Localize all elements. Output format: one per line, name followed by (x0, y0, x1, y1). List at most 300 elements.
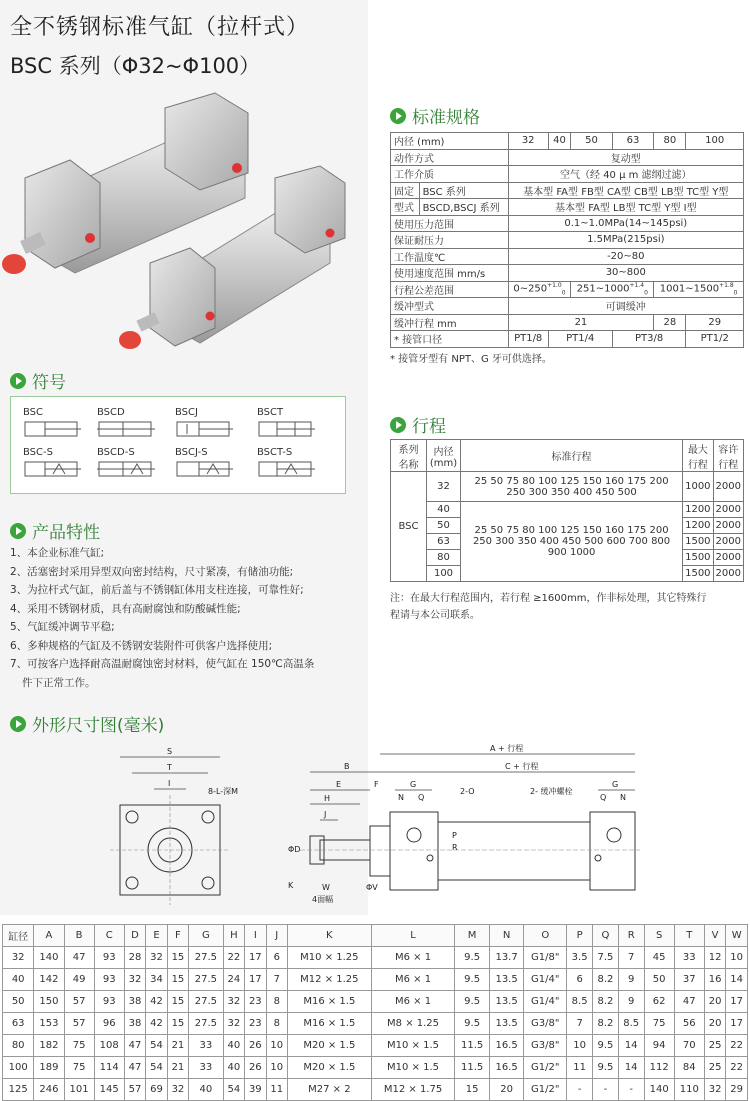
dims-cell: G1/8" (524, 947, 567, 969)
dim-I-label: I (168, 779, 171, 788)
dims-cell: 15 (455, 1079, 489, 1101)
dims-cell: 153 (34, 1013, 64, 1035)
stroke-h-max: 最大 行程 (683, 440, 713, 472)
dims-cell: 93 (94, 991, 124, 1013)
dims-cell: 6 (266, 947, 287, 969)
dims-cell: 40 (189, 1079, 223, 1101)
spec-bore-40: 40 (548, 133, 571, 150)
section-stroke-title: 行程 (412, 417, 446, 437)
dims-cell: M20 × 1.5 (287, 1035, 371, 1057)
spec-port-4: PT1/2 (686, 331, 744, 348)
dims-cell: M6 × 1 (371, 947, 455, 969)
spec-label-pressure: 使用压力范围 (391, 215, 509, 232)
dims-cell: 11.5 (455, 1057, 489, 1079)
dims-cell: 63 (3, 1013, 34, 1035)
dims-cell: 6 (567, 969, 593, 991)
dims-cell: - (618, 1079, 644, 1101)
dims-cell: 32 (704, 1079, 725, 1101)
dims-cell: 93 (94, 947, 124, 969)
dims-cell: 13.5 (489, 969, 523, 991)
dims-cell: 15 (167, 947, 188, 969)
symbol-bsc-s: BSC-S (23, 447, 83, 483)
dims-cell: 57 (64, 991, 94, 1013)
dims-cell: M20 × 1.5 (287, 1057, 371, 1079)
feature-item: 6、多种规格的气缸及不锈钢安装附件可供客户选择使用; (10, 639, 273, 652)
dims-cell: 47 (124, 1057, 145, 1079)
dims-cell: G1/2" (524, 1079, 567, 1101)
dims-cell: 32 (3, 947, 34, 969)
spec-label-cushion: 缓冲型式 (391, 298, 509, 315)
stroke-header-row (391, 440, 744, 472)
spec-label-bore: 内径 (mm) (391, 133, 509, 150)
dim-cushion-label: 2- 缓冲螺栓 (530, 787, 573, 796)
dims-cell: 17 (245, 969, 266, 991)
section-features-heading (10, 518, 100, 543)
dims-cell: 27.5 (189, 1013, 223, 1035)
dim-G-label-left: G (410, 780, 417, 789)
dims-cell: 14 (618, 1035, 644, 1057)
dims-cell: 26 (245, 1035, 266, 1057)
dims-cell: M8 × 1.25 (371, 1013, 455, 1035)
dims-cell: G1/4" (524, 969, 567, 991)
product-photo (0, 88, 368, 356)
dims-cell: 26 (245, 1057, 266, 1079)
dims-cell: 32 (146, 947, 167, 969)
dims-cell: 13.5 (489, 991, 523, 1013)
dims-cell: 75 (64, 1057, 94, 1079)
dims-cell: 17 (726, 1013, 748, 1035)
symbol-bsct: BSCT (257, 407, 317, 443)
section-dimensions-heading (10, 711, 164, 736)
dims-cell: 50 (644, 969, 674, 991)
bullet-icon (10, 716, 26, 732)
dim-K-label: K (288, 881, 294, 890)
dims-cell: 39 (245, 1079, 266, 1101)
dims-cell: - (593, 1079, 619, 1101)
section-dimensions-title: 外形尺寸图(毫米) (32, 716, 165, 736)
dims-cell: 9.5 (593, 1035, 619, 1057)
bullet-icon (10, 523, 26, 539)
symbol-bscj: BSCJ (175, 407, 235, 443)
dim-F-label: F (374, 780, 379, 789)
spec-label-mount1: 固定 (391, 182, 420, 199)
dim-O-label: 2-O (460, 787, 475, 796)
dim-S-label: S (167, 747, 173, 756)
spec-label-speed: 使用速度范围 mm/s (391, 265, 509, 282)
page-subtitle: BSC 系列（Φ32~Φ100） (10, 54, 261, 78)
dims-row (3, 947, 748, 969)
stroke-h-allow: 容许 行程 (713, 440, 743, 472)
dims-cell: 22 (223, 947, 244, 969)
feature-item: 2、活塞密封采用异型双向密封结构，尺寸紧凑，有储油功能; (10, 565, 294, 578)
spec-value-medium: 空气（经 40 μ m 滤纲过滤） (508, 166, 743, 183)
dims-cell: 8.2 (593, 969, 619, 991)
dims-cell: 8.5 (567, 991, 593, 1013)
dims-cell: 14 (618, 1057, 644, 1079)
dims-cell: 150 (34, 991, 64, 1013)
dims-cell: 75 (644, 1013, 674, 1035)
spec-row-speed (391, 265, 744, 282)
dims-cell: 27.5 (189, 991, 223, 1013)
dim-holes-label: 8-L-深M (208, 787, 239, 796)
symbol-bscd-s: BSCD-S (97, 447, 157, 483)
dim-N-label-right: N (620, 793, 626, 802)
dims-cell: 94 (644, 1035, 674, 1057)
spec-value-pressure: 0.1~1.0MPa(14~145psi) (508, 215, 743, 232)
spec-tol-2: $251\sim 1000^{+1.4}_0$ (571, 281, 654, 298)
feature-item: 4、采用不锈钢材质，具有高耐腐蚀和防酸碱性能; (10, 602, 241, 615)
dims-cell: G1/2" (524, 1057, 567, 1079)
dims-cell: 21 (167, 1057, 188, 1079)
dims-cell: 108 (94, 1035, 124, 1057)
spec-bore-100: 100 (686, 133, 744, 150)
dims-cell: 34 (146, 969, 167, 991)
dims-cell: M6 × 1 (371, 991, 455, 1013)
dim-D-label: ΦD (288, 845, 301, 854)
dims-cell: 23 (245, 991, 266, 1013)
spec-label-medium: 工作介质 (391, 166, 509, 183)
spec-label-mount2: 型式 (391, 199, 420, 216)
feature-item: 1、本企业标准气缸; (10, 547, 105, 559)
dims-cell: 11 (567, 1057, 593, 1079)
symbol-bsct-s: BSCT-S (257, 447, 317, 483)
dims-cell: 140 (644, 1079, 674, 1101)
dims-cell: 25 (704, 1057, 725, 1079)
dims-header-row: 缸径 A B C D E F G H I J K L M N O P Q R S T V W (3, 925, 748, 947)
section-spec-heading (390, 103, 480, 128)
dims-cell: 22 (726, 1035, 748, 1057)
dims-cell: 70 (674, 1035, 704, 1057)
spec-label-mount-bscd: BSCD,BSCJ 系列 (419, 199, 508, 216)
spec-port-1: PT1/8 (508, 331, 548, 348)
spec-cushion-stroke-2: 28 (654, 314, 686, 331)
dims-cell: 110 (674, 1079, 704, 1101)
spec-row-bore (391, 133, 744, 150)
spec-bore-63: 63 (612, 133, 653, 150)
spec-bore-32: 32 (508, 133, 548, 150)
dims-cell: 8 (266, 991, 287, 1013)
dims-row (3, 1013, 748, 1035)
spec-label-cushion-stroke: 缓冲行程 mm (391, 314, 509, 331)
spec-port-3: PT3/8 (612, 331, 686, 348)
dims-cell: 189 (34, 1057, 64, 1079)
dims-cell: 114 (94, 1057, 124, 1079)
dims-cell: 17 (245, 947, 266, 969)
dims-cell: 9.5 (455, 991, 489, 1013)
stroke-h-std: 标准行程 (461, 440, 683, 472)
dims-cell: 37 (674, 969, 704, 991)
dims-cell: 125 (3, 1079, 34, 1101)
section-symbol-heading (10, 368, 66, 393)
dims-cell: 57 (64, 1013, 94, 1035)
spec-bore-80: 80 (654, 133, 686, 150)
dims-cell: 33 (674, 947, 704, 969)
dims-row (3, 1079, 748, 1101)
dim-N-label-left: N (398, 793, 404, 802)
dims-cell: 45 (644, 947, 674, 969)
dims-cell: 33 (189, 1057, 223, 1079)
dims-cell: 54 (146, 1057, 167, 1079)
spec-bore-50: 50 (571, 133, 612, 150)
spec-row-cushion (391, 298, 744, 315)
spec-value-mount-bscd: 基本型 FA型 LB型 TC型 Y型 I型 (508, 199, 743, 216)
dims-cell: 29 (726, 1079, 748, 1101)
dim-R-label: R (452, 843, 458, 852)
spec-label-tolerance: 行程公差范围 (391, 281, 509, 298)
spec-label-temp: 工作温度℃ (391, 248, 509, 265)
dims-cell: 9.5 (593, 1057, 619, 1079)
stroke-row-80: 80 1500 2000 (391, 550, 744, 566)
feature-item: 5、气缸缓冲调节平稳; (10, 621, 115, 633)
dims-cell: 7 (266, 969, 287, 991)
dims-cell: 32 (167, 1079, 188, 1101)
dims-row (3, 991, 748, 1013)
dims-cell: 15 (167, 991, 188, 1013)
dimension-table (2, 924, 748, 1101)
dims-cell: 3.5 (567, 947, 593, 969)
stroke-table (390, 439, 744, 582)
symbol-bscj-s: BSCJ-S (175, 447, 235, 483)
bullet-icon (390, 108, 406, 124)
dims-cell: 62 (644, 991, 674, 1013)
spec-label-proof: 保证耐压力 (391, 232, 509, 249)
dims-cell: 8.2 (593, 1013, 619, 1035)
stroke-note: 注：在最大行程范围内，若行程 ≥1600mm，作非标处理，其它特殊行 程请与本公司联系。 (390, 593, 707, 621)
dim-T-label: T (167, 763, 172, 772)
dims-cell: 93 (94, 969, 124, 991)
spec-cushion-stroke-3: 29 (686, 314, 744, 331)
dims-cell: 10 (567, 1035, 593, 1057)
front-view-drawing (100, 745, 250, 910)
dims-cell: 16 (704, 969, 725, 991)
dims-cell: 54 (146, 1035, 167, 1057)
dims-row (3, 1057, 748, 1079)
spec-label-action: 动作方式 (391, 149, 509, 166)
dims-cell: 8 (266, 1013, 287, 1035)
stroke-row-40: 40 25 50 75 80 100 125 150 160 175 200 250 300 350 400 450 500 600 700 800 900 1000 1200 2000 (391, 502, 744, 518)
dims-cell: 7 (567, 1013, 593, 1035)
spec-tol-3: $1001\sim 1500^{+1.8}_0$ (654, 281, 744, 298)
dims-cell: G1/4" (524, 991, 567, 1013)
dims-cell: M16 × 1.5 (287, 1013, 371, 1035)
stroke-row-32: BSC 32 25 50 75 80 100 125 150 160 175 200 250 300 350 400 450 500 1000 2000 (391, 472, 744, 502)
dims-cell: 54 (223, 1079, 244, 1101)
stroke-h-series: 系列 名称 (391, 440, 427, 472)
side-view-drawing (280, 740, 642, 910)
cylinder-large (2, 93, 248, 274)
dims-cell: M10 × 1.25 (287, 947, 371, 969)
dims-cell: 20 (489, 1079, 523, 1101)
spec-row-temp (391, 248, 744, 265)
dims-cell: 75 (64, 1035, 94, 1057)
feature-item: 7、可按客户选择耐高温耐腐蚀密封材料，使气缸在 150℃高温条 (10, 658, 315, 670)
spec-label-mount-bsc: BSC 系列 (419, 182, 508, 199)
dim-W-label: W (322, 883, 330, 892)
dims-cell: 80 (3, 1035, 34, 1057)
dims-cell: 40 (3, 969, 34, 991)
dims-cell: 13.5 (489, 1013, 523, 1035)
bullet-icon (390, 417, 406, 433)
dims-cell: 15 (167, 969, 188, 991)
dims-cell: 25 (704, 1035, 725, 1057)
dim-V-label: ΦV (366, 883, 378, 892)
symbol-bsc: BSC (23, 407, 83, 443)
stroke-std-common: 25 50 75 80 100 125 150 160 175 200 250 300 350 400 450 500 600 700 800 900 1000 (461, 502, 683, 582)
dim-flats-label: 4面幅 (312, 895, 334, 904)
dims-cell: 10 (726, 947, 748, 969)
dims-cell: 8.2 (593, 991, 619, 1013)
dim-J-label: J (324, 810, 327, 819)
dims-cell: 50 (3, 991, 34, 1013)
dims-cell: 140 (34, 947, 64, 969)
page-title: 全不锈钢标准气缸（拉杆式） (10, 15, 310, 40)
dims-cell: 42 (146, 1013, 167, 1035)
dims-cell: 9.5 (455, 947, 489, 969)
spec-row-mount-bsc (391, 182, 744, 199)
dims-cell: 13.7 (489, 947, 523, 969)
dims-cell: 21 (167, 1035, 188, 1057)
dim-G-label-right: G (612, 780, 619, 789)
dims-cell: G3/8" (524, 1013, 567, 1035)
dims-cell: 112 (644, 1057, 674, 1079)
dims-cell: 56 (674, 1013, 704, 1035)
dims-cell: 10 (266, 1035, 287, 1057)
dims-cell: 11.5 (455, 1035, 489, 1057)
spec-row-medium (391, 166, 744, 183)
feature-item: 3、为拉杆式气缸，前后盖与不锈钢缸体用支柱连接，可靠性好; (10, 584, 304, 596)
dim-E-label: E (336, 780, 342, 789)
dims-cell: 9 (618, 991, 644, 1013)
dims-cell: M10 × 1.5 (371, 1035, 455, 1057)
dims-cell: 22 (726, 1057, 748, 1079)
spec-row-action (391, 149, 744, 166)
dims-cell: M12 × 1.25 (287, 969, 371, 991)
dim-B-label: B (344, 762, 350, 771)
spec-row-proof (391, 232, 744, 249)
spec-value-action: 复动型 (508, 149, 743, 166)
spec-port-2: PT1/4 (548, 331, 612, 348)
dims-cell: 9 (618, 969, 644, 991)
dims-cell: 16.5 (489, 1035, 523, 1057)
dims-cell: 7 (618, 947, 644, 969)
dims-cell: 47 (674, 991, 704, 1013)
spec-table (390, 132, 744, 348)
dims-cell: 16.5 (489, 1057, 523, 1079)
dims-cell: 57 (124, 1079, 145, 1101)
dims-cell: 15 (167, 1013, 188, 1035)
stroke-row-63: 63 1500 2000 (391, 534, 744, 550)
section-features-title: 产品特性 (32, 523, 100, 543)
spec-label-port: * 接管口径 (391, 331, 509, 348)
stroke-row-100: 100 1500 2000 (391, 566, 744, 582)
dim-C-label: C + 行程 (505, 762, 539, 771)
dims-cell: 101 (64, 1079, 94, 1101)
dims-cell: 24 (223, 969, 244, 991)
spec-row-port (391, 331, 744, 348)
dims-cell: 145 (94, 1079, 124, 1101)
dims-cell: M12 × 1.75 (371, 1079, 455, 1101)
dims-cell: 32 (124, 969, 145, 991)
spec-cushion-stroke-1: 21 (508, 314, 654, 331)
spec-value-proof: 1.5MPa(215psi) (508, 232, 743, 249)
dims-cell: 84 (674, 1057, 704, 1079)
dims-cell: 47 (124, 1035, 145, 1057)
dims-cell: - (567, 1079, 593, 1101)
dims-cell: 38 (124, 991, 145, 1013)
dims-cell: 8.5 (618, 1013, 644, 1035)
section-symbol-title: 符号 (32, 373, 66, 393)
dims-cell: 17 (726, 991, 748, 1013)
dims-cell: 11 (266, 1079, 287, 1101)
spec-value-cushion: 可调缓冲 (508, 298, 743, 315)
spec-tol-1: $0\sim 250^{+1.0}_0$ (508, 281, 571, 298)
dims-row (3, 969, 748, 991)
dim-A-label: A + 行程 (490, 744, 524, 753)
feature-item: 件下正常工作。 (22, 676, 96, 689)
stroke-row-50: 50 1200 2000 (391, 518, 744, 534)
dims-cell: 9.5 (455, 1013, 489, 1035)
dims-cell: 12 (704, 947, 725, 969)
dims-cell: 32 (223, 991, 244, 1013)
dim-P-label: P (452, 831, 457, 840)
spec-value-speed: 30~800 (508, 265, 743, 282)
dims-cell: 49 (64, 969, 94, 991)
spec-value-temp: -20~80 (508, 248, 743, 265)
dims-cell: 69 (146, 1079, 167, 1101)
stroke-h-bore: 内径 (mm) (427, 440, 461, 472)
dim-Q-label-right: Q (600, 793, 607, 802)
dims-cell: 47 (64, 947, 94, 969)
dims-cell: 142 (34, 969, 64, 991)
dims-cell: M16 × 1.5 (287, 991, 371, 1013)
section-stroke-heading (390, 412, 446, 437)
dims-cell: 20 (704, 1013, 725, 1035)
section-spec-title: 标准规格 (412, 108, 480, 128)
dims-cell: G3/8" (524, 1035, 567, 1057)
features-list (10, 544, 314, 692)
dims-row (3, 1035, 748, 1057)
dims-cell: 14 (726, 969, 748, 991)
dims-cell: 246 (34, 1079, 64, 1101)
dims-cell: 9.5 (455, 969, 489, 991)
dims-cell: 42 (146, 991, 167, 1013)
spec-value-mount-bsc: 基本型 FA型 FB型 CA型 CB型 LB型 TC型 Y型 (508, 182, 743, 199)
dim-Q-label-left: Q (418, 793, 425, 802)
dims-cell: M10 × 1.5 (371, 1057, 455, 1079)
dims-cell: 27.5 (189, 947, 223, 969)
dims-cell: 7.5 (593, 947, 619, 969)
dims-cell: 32 (223, 1013, 244, 1035)
stroke-series: BSC (391, 472, 427, 582)
dims-cell: 38 (124, 1013, 145, 1035)
dims-cell: 28 (124, 947, 145, 969)
dims-cell: 20 (704, 991, 725, 1013)
dims-cell: 40 (223, 1057, 244, 1079)
dims-cell: 100 (3, 1057, 34, 1079)
dims-cell: 23 (245, 1013, 266, 1035)
spec-row-pressure (391, 215, 744, 232)
dims-cell: 27.5 (189, 969, 223, 991)
spec-row-cushion-stroke (391, 314, 744, 331)
dims-cell: 40 (223, 1035, 244, 1057)
spec-row-mount-bscd (391, 199, 744, 216)
symbol-bscd: BSCD (97, 407, 157, 443)
bullet-icon (10, 373, 26, 389)
spec-note: * 接管牙型有 NPT、G 牙可供选择。 (390, 354, 552, 365)
dims-cell: M6 × 1 (371, 969, 455, 991)
symbol-panel (10, 396, 346, 494)
dim-H-label: H (324, 794, 331, 803)
